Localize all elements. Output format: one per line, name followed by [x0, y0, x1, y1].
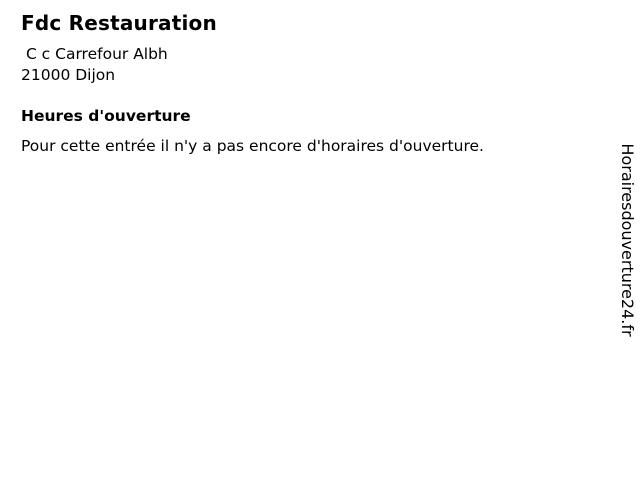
page-title: Fdc Restauration — [21, 11, 217, 35]
site-watermark: Horairesdouverture24.fr — [618, 143, 637, 337]
listing-content — [0, 0, 640, 157]
opening-hours-empty-message: Pour cette entrée il n'y a pas encore d'horaires d'ouverture. — [21, 137, 484, 155]
address-line-1: C c Carrefour Albh — [21, 45, 168, 63]
opening-hours-heading: Heures d'ouverture — [21, 107, 191, 125]
address-line-2: 21000 Dijon — [21, 66, 116, 84]
business-address — [21, 44, 640, 86]
